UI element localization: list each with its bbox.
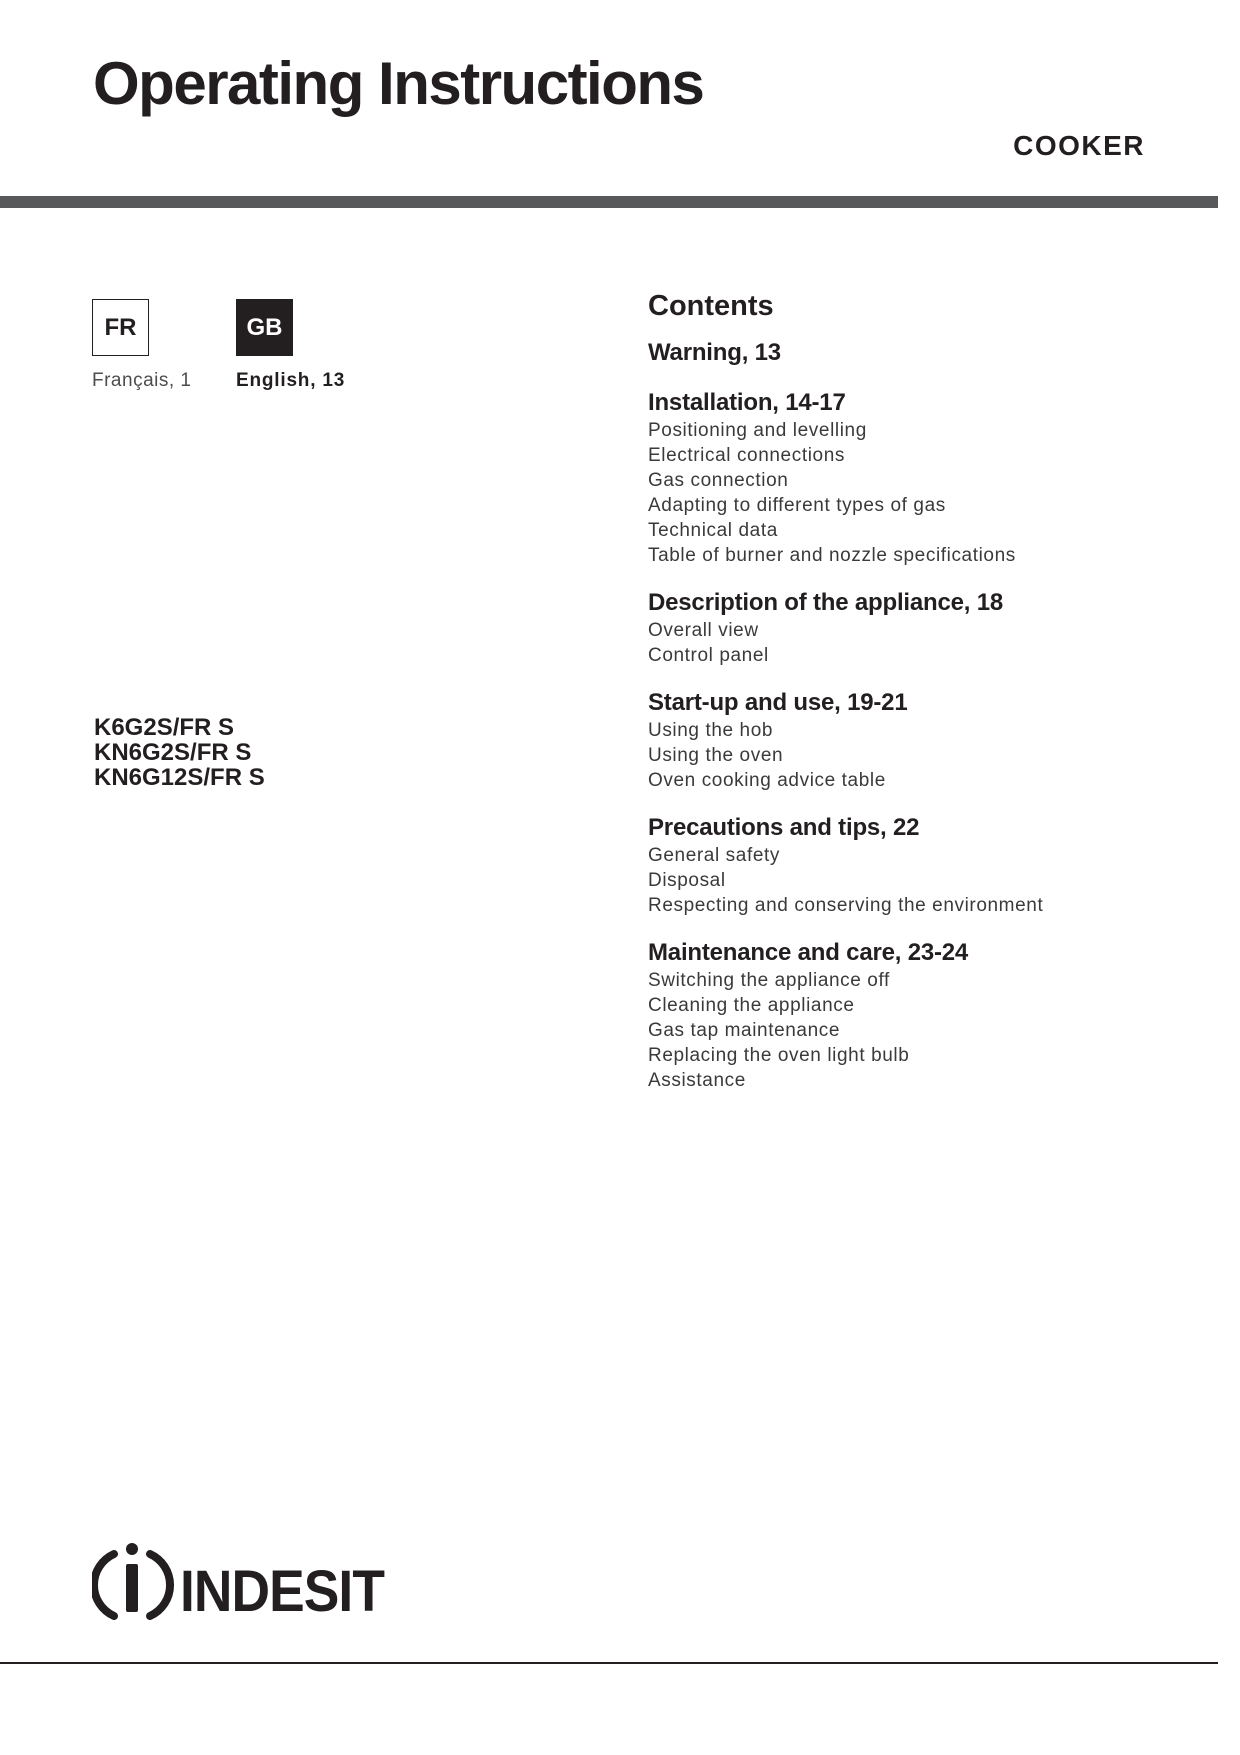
page-title: Operating Instructions — [93, 50, 704, 117]
product-type: COOKER — [1013, 130, 1145, 161]
model-number: KN6G2S/FR S — [94, 739, 252, 766]
section-item: Using the oven — [648, 745, 784, 766]
section-item: Gas connection — [648, 470, 789, 491]
section-item: Overall view — [648, 620, 759, 641]
contents-section-installation — [648, 388, 1208, 568]
section-heading: Warning, 13 — [648, 339, 781, 366]
section-item: Cleaning the appliance — [648, 995, 855, 1016]
contents-section-description — [648, 588, 1208, 668]
contents-section-maintenance — [648, 938, 1208, 1093]
section-item: General safety — [648, 845, 780, 866]
model-list — [94, 715, 265, 790]
section-item: Switching the appliance off — [648, 970, 890, 991]
section-heading: Installation, 14-17 — [648, 389, 846, 416]
model-number: KN6G12S/FR S — [94, 764, 265, 791]
contents-section-warning — [648, 338, 1208, 368]
section-item: Control panel — [648, 645, 769, 666]
indesit-logo — [92, 1540, 392, 1626]
section-item: Positioning and levelling — [648, 420, 867, 441]
language-label-fr: Français, 1 — [92, 370, 192, 391]
language-badge-fr: FR — [92, 299, 149, 356]
section-item: Assistance — [648, 1070, 746, 1091]
section-item: Oven cooking advice table — [648, 770, 886, 791]
language-badge-gb: GB — [236, 299, 293, 356]
section-heading: Maintenance and care, 23-24 — [648, 939, 969, 966]
section-item: Technical data — [648, 520, 778, 541]
section-item: Replacing the oven light bulb — [648, 1045, 910, 1066]
section-item: Adapting to different types of gas — [648, 495, 946, 516]
section-heading: Precautions and tips, 22 — [648, 814, 920, 841]
contents-section-precautions — [648, 813, 1208, 918]
contents-section-startup — [648, 688, 1208, 793]
section-item: Respecting and conserving the environment — [648, 895, 1044, 916]
section-item: Electrical connections — [648, 445, 845, 466]
contents-title: Contents — [648, 290, 774, 322]
section-item: Gas tap maintenance — [648, 1020, 841, 1041]
language-label-gb: English, 13 — [236, 370, 346, 391]
section-heading: Description of the appliance, 18 — [648, 589, 1004, 616]
section-item: Disposal — [648, 870, 726, 891]
section-item: Using the hob — [648, 720, 774, 741]
table-of-contents — [648, 288, 1208, 1113]
section-item: Table of burner and nozzle specifications — [648, 545, 1016, 566]
svg-text:INDESIT: INDESIT — [180, 1559, 385, 1624]
footer-divider — [0, 1662, 1218, 1664]
header-divider — [0, 196, 1218, 208]
section-heading: Start-up and use, 19-21 — [648, 689, 908, 716]
model-number: K6G2S/FR S — [94, 714, 235, 741]
